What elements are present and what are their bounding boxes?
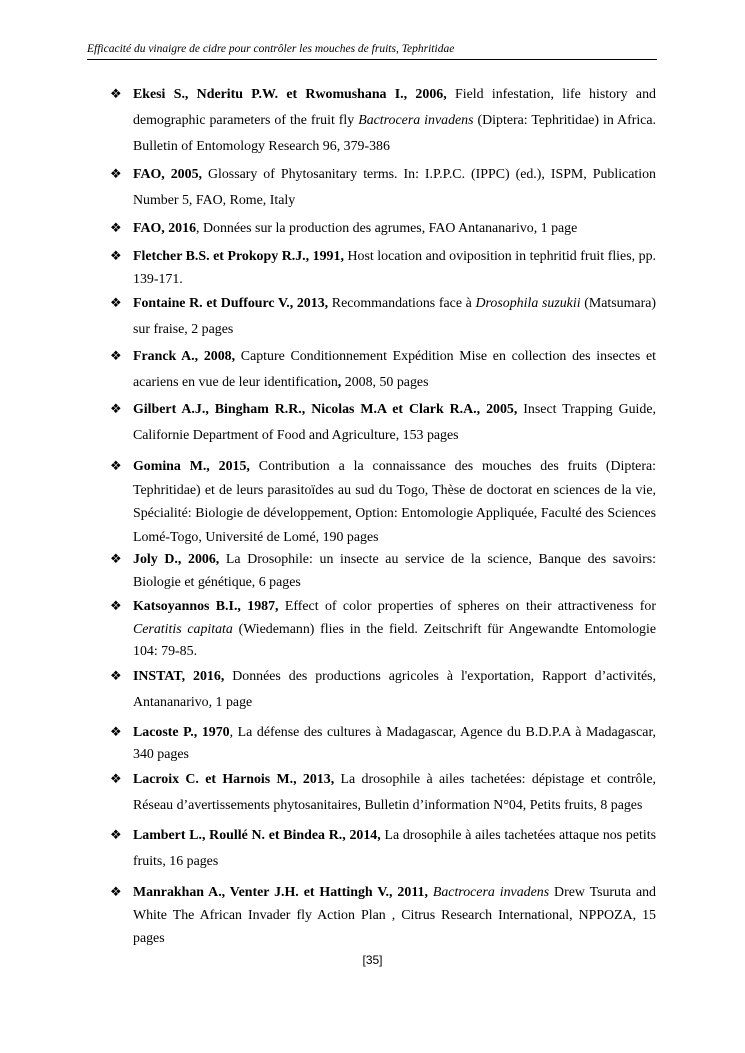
reference-item bbox=[110, 823, 656, 875]
diamond-bullet-icon: ❖ bbox=[110, 827, 122, 843]
diamond-bullet-icon: ❖ bbox=[110, 459, 122, 474]
reference-author: Katsoyannos B.I., 1987, bbox=[133, 599, 279, 614]
diamond-bullet-icon: ❖ bbox=[110, 599, 122, 614]
reference-author: Lacoste P., 1970 bbox=[133, 724, 230, 740]
reference-italic: Drosophila suzukii bbox=[475, 296, 581, 311]
reference-text-tail: (Matsumara) sur fraise, 2 pages bbox=[133, 296, 656, 337]
reference-item bbox=[110, 549, 656, 594]
reference-author: Lambert L., Roullé N. et Bindea R., 2014, bbox=[133, 827, 381, 843]
reference-author: Lacroix C. et Harnois M., 2013, bbox=[133, 771, 335, 787]
reference-italic: Bactrocera invadens bbox=[432, 884, 550, 900]
diamond-bullet-icon: ❖ bbox=[110, 724, 122, 740]
reference-author: Gilbert A.J., Bingham R.R., Nicolas M.A et Clark R.A., 2005, bbox=[133, 402, 518, 417]
reference-text: Recommandations face à bbox=[328, 296, 476, 311]
reference-item bbox=[110, 767, 656, 819]
reference-item bbox=[110, 722, 656, 767]
reference-item bbox=[110, 82, 656, 160]
reference-item bbox=[110, 291, 656, 343]
reference-item bbox=[110, 216, 656, 242]
reference-author: Franck A., 2008, bbox=[133, 349, 236, 364]
reference-item bbox=[110, 246, 656, 291]
reference-author: Ekesi S., Nderitu P.W. et Rwomushana I., 2006, bbox=[133, 87, 447, 102]
reference-text: , Données sur la production des agrumes, FAO Antananarivo, 1 page bbox=[196, 221, 578, 236]
running-header: Efficacité du vinaigre de cidre pour contrôler les mouches de fruits, Tephritidae bbox=[87, 43, 657, 60]
reference-author: Joly D., 2006, bbox=[133, 552, 220, 567]
reference-item bbox=[110, 881, 656, 950]
diamond-bullet-icon: ❖ bbox=[110, 87, 122, 102]
reference-text: , La défense des cultures à Madagascar, Agence du B.D.P.A à Madagascar, 340 pages bbox=[133, 724, 657, 762]
reference-item bbox=[110, 162, 656, 214]
reference-item bbox=[110, 397, 656, 449]
reference-author: Manrakhan A., Venter J.H. et Hattingh V., 2011, bbox=[133, 884, 428, 900]
reference-text: La drosophile à ailes tachetées: dépistage et contrôle, Réseau d’avertissements phytosanitaires, Bulletin d’information N°04, Petits fruits, 8 pages bbox=[133, 771, 657, 813]
reference-author: FAO, 2005, bbox=[133, 167, 202, 182]
reference-text: Glossary of Phytosanitary terms. In: I.P.P.C. (IPPC) (ed.), ISPM, Publication Number 5, FAO, Rome, Italy bbox=[133, 167, 656, 208]
reference-text: Contribution a la connaissance des mouches des fruits (Diptera: Tephritidae) et de leurs parasitoïdes au sud du Togo, Thèse de doctorat en sciences de la vie, Spécialité: Biologie de développement, Option: Entomologie Appliquée, Faculté des Sciences Lomé-Togo, Université de Lomé, 190 pages bbox=[133, 459, 656, 545]
diamond-bullet-icon: ❖ bbox=[110, 402, 122, 417]
reference-text: La Drosophile: un insecte au service de la science, Banque des savoirs: Biologie et génétique, 6 pages bbox=[133, 552, 657, 590]
reference-author: Fontaine R. et Duffourc V., 2013, bbox=[133, 296, 329, 311]
reference-text: Effect of color properties of spheres on their attractiveness for bbox=[278, 599, 656, 614]
reference-italic: Bactrocera invadens bbox=[358, 113, 474, 128]
reference-text-tail: Drew Tsuruta and White The African Invader fly Action Plan , Citrus Research International, NPPOZA, 15 pages bbox=[133, 884, 656, 946]
reference-text-tail: (Diptera: Tephritidae) in Africa. Bulletin of Entomology Research 96, 379-386 bbox=[133, 113, 656, 154]
reference-text: Capture Conditionnement Expédition Mise en collection des insectes et acariens en vue de leur identification bbox=[133, 349, 656, 390]
reference-item bbox=[110, 455, 656, 549]
reference-text-tail: 2008, 50 pages bbox=[341, 375, 429, 390]
reference-text: Insect Trapping Guide, Californie Department of Food and Agriculture, 153 pages bbox=[133, 402, 656, 443]
reference-item bbox=[110, 344, 656, 396]
diamond-bullet-icon: ❖ bbox=[110, 249, 122, 264]
reference-text: Field infestation, life history and demographic parameters of the fruit fly bbox=[133, 87, 656, 128]
diamond-bullet-icon: ❖ bbox=[110, 552, 122, 567]
diamond-bullet-icon: ❖ bbox=[110, 349, 122, 364]
diamond-bullet-icon: ❖ bbox=[110, 668, 122, 684]
reference-author: INSTAT, 2016, bbox=[133, 668, 225, 684]
reference-text: Host location and oviposition in tephritid fruit flies, pp. 139-171. bbox=[133, 249, 656, 287]
diamond-bullet-icon: ❖ bbox=[110, 221, 122, 236]
diamond-bullet-icon: ❖ bbox=[110, 296, 122, 311]
reference-text-tail: (Wiedemann) flies in the field. Zeitschrift für Angewandte Entomologie 104: 79-85. bbox=[133, 621, 656, 659]
diamond-bullet-icon: ❖ bbox=[110, 771, 122, 787]
diamond-bullet-icon: ❖ bbox=[110, 167, 122, 182]
reference-bold-comma: , bbox=[337, 375, 342, 390]
reference-text: Données des productions agricoles à l'exportation, Rapport d’activités, Antananarivo, 1 page bbox=[133, 668, 656, 710]
reference-list bbox=[110, 82, 656, 950]
reference-italic: Ceratitis capitata bbox=[133, 621, 233, 637]
page-number: [35] bbox=[362, 953, 383, 967]
reference-item bbox=[110, 596, 656, 664]
diamond-bullet-icon: ❖ bbox=[110, 884, 122, 900]
reference-author: Fletcher B.S. et Prokopy R.J., 1991, bbox=[133, 249, 344, 264]
reference-item bbox=[110, 664, 656, 716]
reference-text: La drosophile à ailes tachetées attaque nos petits fruits, 16 pages bbox=[133, 827, 657, 869]
reference-author: FAO, 2016 bbox=[133, 221, 197, 236]
reference-author: Gomina M., 2015, bbox=[133, 459, 250, 474]
